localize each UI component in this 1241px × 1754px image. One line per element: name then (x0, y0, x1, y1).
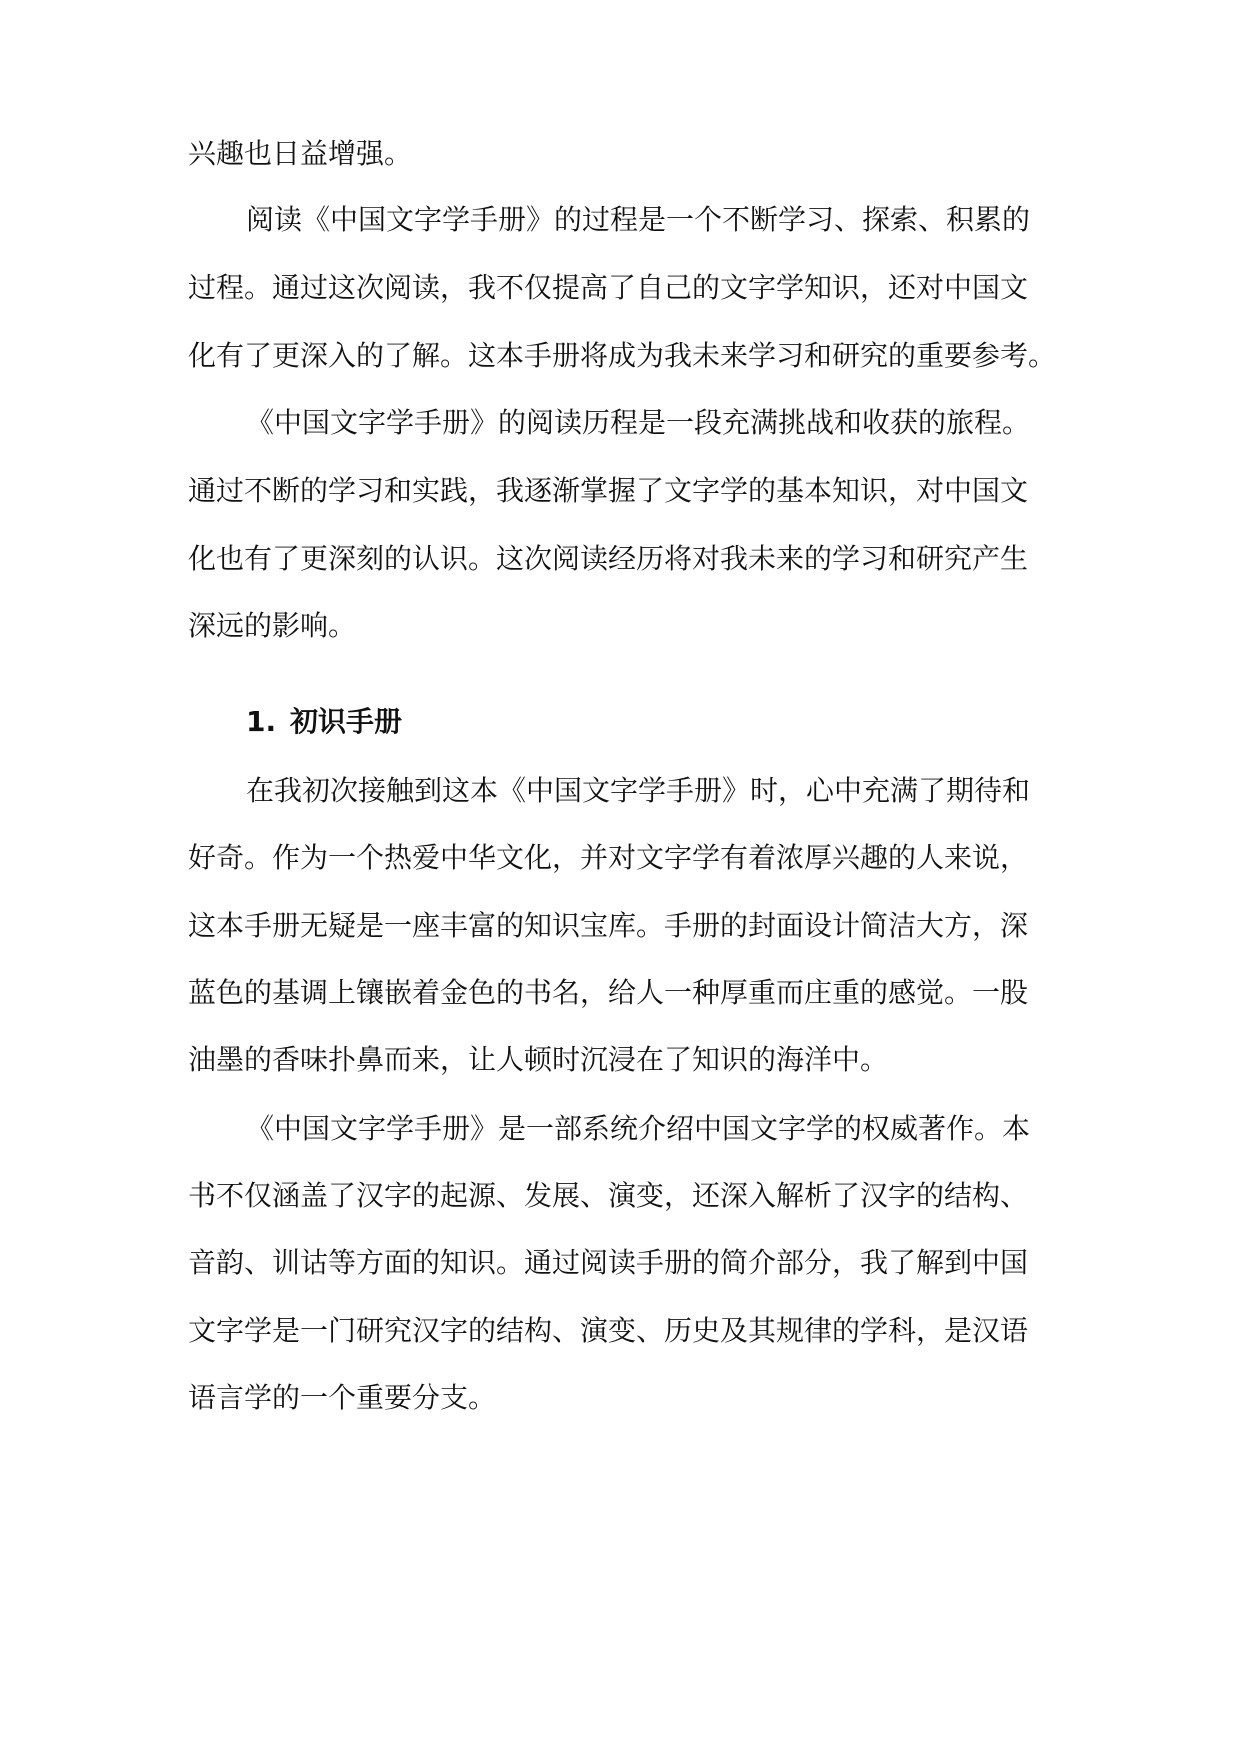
section-number: 1. (246, 705, 277, 738)
paragraph-line: 这本手册无疑是一座丰富的知识宝库。手册的封面设计简洁大方，深 (188, 909, 1029, 942)
paragraph-line: 化也有了更深刻的认识。这次阅读经历将对我未来的学习和研究产生 (188, 542, 1029, 575)
paragraph-line: 在我初次接触到这本《中国文字学手册》时，心中充满了期待和 (246, 774, 1031, 807)
paragraph-line: 深远的影响。 (188, 609, 357, 642)
paragraph-line: 阅读《中国文字学手册》的过程是一个不断学习、探索、积累的 (246, 203, 1031, 236)
section-heading (246, 702, 402, 742)
paragraph-line: 好奇。作为一个热爱中华文化，并对文字学有着浓厚兴趣的人来说， (188, 841, 1029, 874)
section-title: 初识手册 (290, 705, 403, 738)
paragraph-line: 《中国文字学手册》是一部系统介绍中国文字学的权威著作。本 (246, 1112, 1031, 1145)
paragraph-line: 《中国文字学手册》的阅读历程是一段充满挑战和收获的旅程。 (246, 406, 1031, 439)
paragraph-line: 兴趣也日益增强。 (188, 137, 413, 170)
paragraph-line: 化有了更深入的了解。这本手册将成为我未来学习和研究的重要参考。 (188, 339, 1057, 372)
paragraph-line: 蓝色的基调上镶嵌着金色的书名，给人一种厚重而庄重的感觉。一股 (188, 976, 1029, 1009)
paragraph-line: 文字学是一门研究汉字的结构、演变、历史及其规律的学科，是汉语 (188, 1314, 1029, 1347)
paragraph-line: 过程。通过这次阅读，我不仅提高了自己的文字学知识，还对中国文 (188, 271, 1029, 304)
paragraph-line: 书不仅涵盖了汉字的起源、发展、演变，还深入解析了汉字的结构、 (188, 1179, 1029, 1212)
paragraph-line: 音韵、训诂等方面的知识。通过阅读手册的简介部分，我了解到中国 (188, 1246, 1029, 1279)
paragraph-line: 通过不断的学习和实践，我逐渐掌握了文字学的基本知识，对中国文 (188, 474, 1029, 507)
paragraph-line: 油墨的香味扑鼻而来，让人顿时沉浸在了知识的海洋中。 (188, 1043, 889, 1076)
paragraph-line: 语言学的一个重要分支。 (188, 1381, 497, 1414)
